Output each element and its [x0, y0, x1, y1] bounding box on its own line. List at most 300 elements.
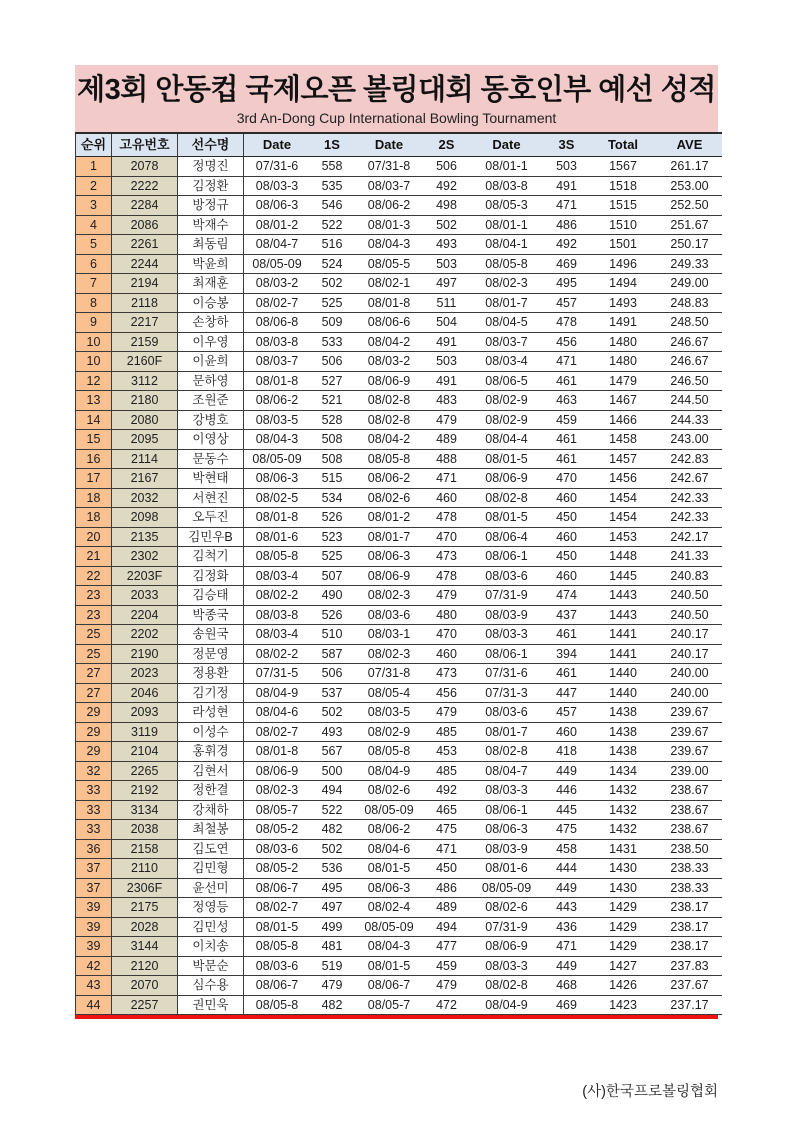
- game2-date-cell: 08/01-7: [354, 527, 424, 547]
- player-name-cell: 김민우B: [178, 527, 244, 547]
- game1-score-cell: 528: [310, 410, 354, 430]
- game3-score-cell: 468: [544, 976, 589, 996]
- total-cell: 1454: [589, 508, 657, 528]
- rank-cell: 20: [76, 527, 112, 547]
- game1-date-cell: 08/03-8: [244, 605, 311, 625]
- player-name-cell: 박윤희: [178, 254, 244, 274]
- game2-date-cell: 08/04-3: [354, 235, 424, 255]
- game2-date-cell: 08/06-2: [354, 196, 424, 216]
- table-row: [76, 976, 723, 996]
- rank-cell: 42: [76, 956, 112, 976]
- rank-cell: 1: [76, 157, 112, 177]
- game2-score-cell: 478: [424, 566, 469, 586]
- game2-score-cell: 460: [424, 488, 469, 508]
- game1-score-cell: 508: [310, 430, 354, 450]
- game1-score-cell: 546: [310, 196, 354, 216]
- game3-score-cell: 471: [544, 352, 589, 372]
- player-name-cell: 윤선미: [178, 878, 244, 898]
- table-row: [76, 488, 723, 508]
- game2-score-cell: 450: [424, 859, 469, 879]
- total-cell: 1438: [589, 742, 657, 762]
- game2-date-cell: 08/06-2: [354, 469, 424, 489]
- game1-score-cell: 494: [310, 781, 354, 801]
- game3-score-cell: 471: [544, 937, 589, 957]
- table-row: [76, 742, 723, 762]
- game1-score-cell: 526: [310, 605, 354, 625]
- game1-score-cell: 506: [310, 664, 354, 684]
- table-row: [76, 644, 723, 664]
- player-name-cell: 조원준: [178, 391, 244, 411]
- table-row: [76, 547, 723, 567]
- rank-cell: 13: [76, 391, 112, 411]
- total-cell: 1427: [589, 956, 657, 976]
- game3-date-cell: 08/06-1: [469, 644, 544, 664]
- game3-date-cell: 08/02-8: [469, 488, 544, 508]
- game2-score-cell: 506: [424, 157, 469, 177]
- game1-score-cell: 519: [310, 956, 354, 976]
- game2-score-cell: 489: [424, 430, 469, 450]
- game3-score-cell: 469: [544, 995, 589, 1015]
- game1-score-cell: 526: [310, 508, 354, 528]
- player-id-cell: 3144: [112, 937, 178, 957]
- game1-score-cell: 535: [310, 176, 354, 196]
- game3-date-cell: 08/06-1: [469, 547, 544, 567]
- game2-date-cell: 08/01-3: [354, 215, 424, 235]
- average-cell: 238.67: [657, 820, 722, 840]
- game2-date-cell: 08/02-6: [354, 781, 424, 801]
- rank-cell: 18: [76, 508, 112, 528]
- player-name-cell: 강병호: [178, 410, 244, 430]
- game1-score-cell: 493: [310, 722, 354, 742]
- player-id-cell: 2104: [112, 742, 178, 762]
- rank-cell: 36: [76, 839, 112, 859]
- game2-date-cell: 08/01-5: [354, 859, 424, 879]
- game1-date-cell: 08/06-7: [244, 976, 311, 996]
- game3-date-cell: 08/01-1: [469, 157, 544, 177]
- table-row: [76, 313, 723, 333]
- game3-score-cell: 461: [544, 449, 589, 469]
- game1-date-cell: 07/31-5: [244, 664, 311, 684]
- player-name-cell: 김민성: [178, 917, 244, 937]
- game1-date-cell: 08/06-3: [244, 469, 311, 489]
- total-cell: 1429: [589, 937, 657, 957]
- player-name-cell: 정용환: [178, 664, 244, 684]
- total-cell: 1438: [589, 703, 657, 723]
- rank-cell: 27: [76, 683, 112, 703]
- game3-date-cell: 08/01-7: [469, 722, 544, 742]
- game3-date-cell: 08/04-9: [469, 995, 544, 1015]
- player-id-cell: 2032: [112, 488, 178, 508]
- player-name-cell: 박종국: [178, 605, 244, 625]
- player-id-cell: 2159: [112, 332, 178, 352]
- total-cell: 1432: [589, 800, 657, 820]
- average-cell: 240.83: [657, 566, 722, 586]
- game2-score-cell: 480: [424, 605, 469, 625]
- average-cell: 239.67: [657, 722, 722, 742]
- game1-score-cell: 522: [310, 215, 354, 235]
- game3-score-cell: 503: [544, 157, 589, 177]
- game1-date-cell: 08/01-2: [244, 215, 311, 235]
- player-id-cell: 2257: [112, 995, 178, 1015]
- table-row: [76, 430, 723, 450]
- player-name-cell: 최동림: [178, 235, 244, 255]
- game2-score-cell: 488: [424, 449, 469, 469]
- total-cell: 1431: [589, 839, 657, 859]
- player-name-cell: 문동수: [178, 449, 244, 469]
- table-row: [76, 800, 723, 820]
- game2-score-cell: 473: [424, 664, 469, 684]
- rank-cell: 43: [76, 976, 112, 996]
- game3-score-cell: 469: [544, 254, 589, 274]
- game3-date-cell: 08/05-3: [469, 196, 544, 216]
- game2-score-cell: 470: [424, 625, 469, 645]
- game1-date-cell: 08/05-2: [244, 820, 311, 840]
- game2-score-cell: 460: [424, 644, 469, 664]
- average-cell: 243.00: [657, 430, 722, 450]
- game3-score-cell: 486: [544, 215, 589, 235]
- game3-date-cell: 08/03-8: [469, 176, 544, 196]
- game1-date-cell: 08/06-8: [244, 313, 311, 333]
- game2-date-cell: 08/06-3: [354, 547, 424, 567]
- game2-score-cell: 470: [424, 527, 469, 547]
- table-row: [76, 839, 723, 859]
- game1-date-cell: 08/03-3: [244, 176, 311, 196]
- average-cell: 250.17: [657, 235, 722, 255]
- game2-date-cell: 08/01-8: [354, 293, 424, 313]
- game1-score-cell: 482: [310, 995, 354, 1015]
- game3-date-cell: 08/03-7: [469, 332, 544, 352]
- table-row: [76, 527, 723, 547]
- player-id-cell: 2160F: [112, 352, 178, 372]
- document-content: [75, 65, 718, 1019]
- game2-score-cell: 479: [424, 410, 469, 430]
- game3-score-cell: 474: [544, 586, 589, 606]
- game1-date-cell: 08/03-7: [244, 352, 311, 372]
- game2-score-cell: 471: [424, 839, 469, 859]
- average-cell: 242.17: [657, 527, 722, 547]
- game2-date-cell: 08/02-4: [354, 898, 424, 918]
- player-id-cell: 2222: [112, 176, 178, 196]
- player-name-cell: 송원국: [178, 625, 244, 645]
- game1-date-cell: 08/03-4: [244, 566, 311, 586]
- game2-date-cell: 08/06-3: [354, 878, 424, 898]
- table-row: [76, 469, 723, 489]
- game3-score-cell: 491: [544, 176, 589, 196]
- game2-score-cell: 473: [424, 547, 469, 567]
- game2-date-cell: 08/03-7: [354, 176, 424, 196]
- table-row: [76, 722, 723, 742]
- average-cell: 239.67: [657, 742, 722, 762]
- game3-date-cell: 08/06-9: [469, 937, 544, 957]
- average-cell: 238.17: [657, 917, 722, 937]
- table-row: [76, 157, 723, 177]
- player-name-cell: 강채하: [178, 800, 244, 820]
- game3-score-cell: 449: [544, 761, 589, 781]
- organization-footer: (사)한국프로볼링협회: [582, 1084, 718, 1100]
- game3-date-cell: 08/02-8: [469, 742, 544, 762]
- player-name-cell: 박문순: [178, 956, 244, 976]
- rank-cell: 23: [76, 586, 112, 606]
- game2-date-cell: 08/05-5: [354, 254, 424, 274]
- game1-date-cell: 08/04-9: [244, 683, 311, 703]
- game2-score-cell: 459: [424, 956, 469, 976]
- game1-date-cell: 08/05-8: [244, 937, 311, 957]
- game3-score-cell: 447: [544, 683, 589, 703]
- game2-date-cell: 08/05-7: [354, 995, 424, 1015]
- game1-date-cell: 08/03-6: [244, 839, 311, 859]
- game2-score-cell: 492: [424, 781, 469, 801]
- header-row: [76, 133, 723, 157]
- results-table-body: [76, 157, 723, 1015]
- game1-date-cell: 08/04-3: [244, 430, 311, 450]
- player-id-cell: 2190: [112, 644, 178, 664]
- player-id-cell: 2093: [112, 703, 178, 723]
- total-cell: 1445: [589, 566, 657, 586]
- total-cell: 1448: [589, 547, 657, 567]
- title-band: [75, 65, 718, 132]
- game1-date-cell: 08/05-8: [244, 995, 311, 1015]
- game2-date-cell: 08/06-7: [354, 976, 424, 996]
- player-id-cell: 2194: [112, 274, 178, 294]
- game3-date-cell: 08/02-3: [469, 274, 544, 294]
- player-name-cell: 홍휘경: [178, 742, 244, 762]
- game2-date-cell: 08/04-9: [354, 761, 424, 781]
- table-row: [76, 176, 723, 196]
- game1-score-cell: 490: [310, 586, 354, 606]
- average-cell: 240.17: [657, 625, 722, 645]
- table-row: [76, 332, 723, 352]
- page-title: 제3회 안동컵 국제오픈 볼링대회 동호인부 예선 성적: [77, 74, 716, 106]
- player-name-cell: 박재수: [178, 215, 244, 235]
- player-name-cell: 정문영: [178, 644, 244, 664]
- rank-cell: 22: [76, 566, 112, 586]
- game1-date-cell: 08/02-7: [244, 293, 311, 313]
- player-name-cell: 서현진: [178, 488, 244, 508]
- game3-date-cell: 08/04-4: [469, 430, 544, 450]
- game1-score-cell: 482: [310, 820, 354, 840]
- table-row: [76, 371, 723, 391]
- game3-score-cell: 461: [544, 371, 589, 391]
- game2-date-cell: 08/05-4: [354, 683, 424, 703]
- game3-date-cell: 08/03-3: [469, 625, 544, 645]
- table-row: [76, 995, 723, 1015]
- game3-score-cell: 445: [544, 800, 589, 820]
- average-cell: 246.67: [657, 332, 722, 352]
- average-cell: 248.50: [657, 313, 722, 333]
- rank-cell: 33: [76, 820, 112, 840]
- table-row: [76, 781, 723, 801]
- game1-date-cell: 08/04-7: [244, 235, 311, 255]
- game2-score-cell: 486: [424, 878, 469, 898]
- game3-date-cell: 08/01-1: [469, 215, 544, 235]
- game1-score-cell: 502: [310, 703, 354, 723]
- rank-cell: 39: [76, 917, 112, 937]
- total-cell: 1480: [589, 352, 657, 372]
- table-row: [76, 293, 723, 313]
- player-name-cell: 권민욱: [178, 995, 244, 1015]
- rank-cell: 27: [76, 664, 112, 684]
- game2-date-cell: 08/03-6: [354, 605, 424, 625]
- player-name-cell: 방정규: [178, 196, 244, 216]
- total-cell: 1432: [589, 820, 657, 840]
- average-cell: 240.00: [657, 664, 722, 684]
- rank-cell: 39: [76, 937, 112, 957]
- game1-score-cell: 509: [310, 313, 354, 333]
- game2-score-cell: 453: [424, 742, 469, 762]
- game1-score-cell: 524: [310, 254, 354, 274]
- total-cell: 1457: [589, 449, 657, 469]
- game2-score-cell: 485: [424, 722, 469, 742]
- table-row: [76, 605, 723, 625]
- game3-date-cell: 08/06-4: [469, 527, 544, 547]
- total-cell: 1426: [589, 976, 657, 996]
- game3-date-cell: 08/06-3: [469, 820, 544, 840]
- game1-score-cell: 502: [310, 839, 354, 859]
- average-cell: 249.33: [657, 254, 722, 274]
- player-name-cell: 최철봉: [178, 820, 244, 840]
- total-cell: 1515: [589, 196, 657, 216]
- game2-score-cell: 479: [424, 976, 469, 996]
- rank-cell: 21: [76, 547, 112, 567]
- player-name-cell: 이치송: [178, 937, 244, 957]
- rank-cell: 17: [76, 469, 112, 489]
- player-name-cell: 오두진: [178, 508, 244, 528]
- table-row: [76, 410, 723, 430]
- game2-score-cell: 511: [424, 293, 469, 313]
- average-cell: 251.67: [657, 215, 722, 235]
- player-id-cell: 2261: [112, 235, 178, 255]
- game3-score-cell: 495: [544, 274, 589, 294]
- player-name-cell: 김승태: [178, 586, 244, 606]
- total-cell: 1466: [589, 410, 657, 430]
- table-row: [76, 215, 723, 235]
- game3-date-cell: 08/03-6: [469, 703, 544, 723]
- average-cell: 237.17: [657, 995, 722, 1015]
- table-row: [76, 625, 723, 645]
- game2-score-cell: 493: [424, 235, 469, 255]
- game1-score-cell: 527: [310, 371, 354, 391]
- game3-date-cell: 07/31-3: [469, 683, 544, 703]
- game3-date-cell: 08/05-8: [469, 254, 544, 274]
- header-player-name: 선수명: [178, 133, 244, 157]
- table-row: [76, 898, 723, 918]
- game2-date-cell: 08/04-2: [354, 430, 424, 450]
- total-cell: 1438: [589, 722, 657, 742]
- player-id-cell: 2038: [112, 820, 178, 840]
- player-id-cell: 2306F: [112, 878, 178, 898]
- player-id-cell: 2110: [112, 859, 178, 879]
- player-id-cell: 3112: [112, 371, 178, 391]
- game1-score-cell: 536: [310, 859, 354, 879]
- game1-date-cell: 07/31-6: [244, 157, 311, 177]
- game1-date-cell: 08/06-7: [244, 878, 311, 898]
- game3-score-cell: 478: [544, 313, 589, 333]
- player-name-cell: 최재훈: [178, 274, 244, 294]
- game3-score-cell: 449: [544, 956, 589, 976]
- game1-score-cell: 533: [310, 332, 354, 352]
- game2-score-cell: 497: [424, 274, 469, 294]
- header-game3-score: 3S: [544, 133, 589, 157]
- player-name-cell: 김기정: [178, 683, 244, 703]
- game1-date-cell: 08/02-7: [244, 898, 311, 918]
- player-name-cell: 문하영: [178, 371, 244, 391]
- game2-score-cell: 494: [424, 917, 469, 937]
- player-id-cell: 2033: [112, 586, 178, 606]
- total-cell: 1432: [589, 781, 657, 801]
- average-cell: 244.50: [657, 391, 722, 411]
- game1-date-cell: 08/02-2: [244, 644, 311, 664]
- game1-score-cell: 481: [310, 937, 354, 957]
- average-cell: 242.33: [657, 508, 722, 528]
- game3-score-cell: 460: [544, 527, 589, 547]
- average-cell: 238.17: [657, 937, 722, 957]
- game1-date-cell: 08/03-2: [244, 274, 311, 294]
- player-id-cell: 2023: [112, 664, 178, 684]
- total-cell: 1453: [589, 527, 657, 547]
- game3-date-cell: 07/31-9: [469, 917, 544, 937]
- total-cell: 1443: [589, 586, 657, 606]
- player-name-cell: 김척기: [178, 547, 244, 567]
- total-cell: 1491: [589, 313, 657, 333]
- player-id-cell: 2070: [112, 976, 178, 996]
- game2-date-cell: 08/02-1: [354, 274, 424, 294]
- game3-score-cell: 444: [544, 859, 589, 879]
- game2-date-cell: 08/02-9: [354, 722, 424, 742]
- table-row: [76, 391, 723, 411]
- rank-cell: 10: [76, 332, 112, 352]
- table-row: [76, 566, 723, 586]
- player-id-cell: 2284: [112, 196, 178, 216]
- average-cell: 238.17: [657, 898, 722, 918]
- player-id-cell: 2217: [112, 313, 178, 333]
- average-cell: 246.50: [657, 371, 722, 391]
- game2-score-cell: 485: [424, 761, 469, 781]
- game2-date-cell: 08/04-3: [354, 937, 424, 957]
- average-cell: 238.67: [657, 781, 722, 801]
- table-row: [76, 703, 723, 723]
- game1-date-cell: 08/02-3: [244, 781, 311, 801]
- player-name-cell: 김정화: [178, 566, 244, 586]
- average-cell: 244.33: [657, 410, 722, 430]
- player-name-cell: 김현서: [178, 761, 244, 781]
- game1-date-cell: 08/05-7: [244, 800, 311, 820]
- table-row: [76, 449, 723, 469]
- player-name-cell: 라성현: [178, 703, 244, 723]
- table-row: [76, 917, 723, 937]
- game3-score-cell: 457: [544, 293, 589, 313]
- game3-date-cell: 08/06-5: [469, 371, 544, 391]
- game3-score-cell: 450: [544, 547, 589, 567]
- game1-score-cell: 495: [310, 878, 354, 898]
- game3-score-cell: 459: [544, 410, 589, 430]
- results-table: [75, 132, 722, 1015]
- game2-date-cell: 08/05-09: [354, 800, 424, 820]
- header-average: AVE: [657, 133, 722, 157]
- game3-date-cell: 08/03-9: [469, 605, 544, 625]
- game1-date-cell: 08/03-4: [244, 625, 311, 645]
- total-cell: 1434: [589, 761, 657, 781]
- header-game1-score: 1S: [310, 133, 354, 157]
- game3-score-cell: 460: [544, 722, 589, 742]
- table-row: [76, 820, 723, 840]
- game1-date-cell: 08/05-09: [244, 254, 311, 274]
- game2-score-cell: 456: [424, 683, 469, 703]
- game2-score-cell: 479: [424, 586, 469, 606]
- game2-score-cell: 504: [424, 313, 469, 333]
- game3-date-cell: 08/04-5: [469, 313, 544, 333]
- game3-score-cell: 461: [544, 664, 589, 684]
- player-id-cell: 2202: [112, 625, 178, 645]
